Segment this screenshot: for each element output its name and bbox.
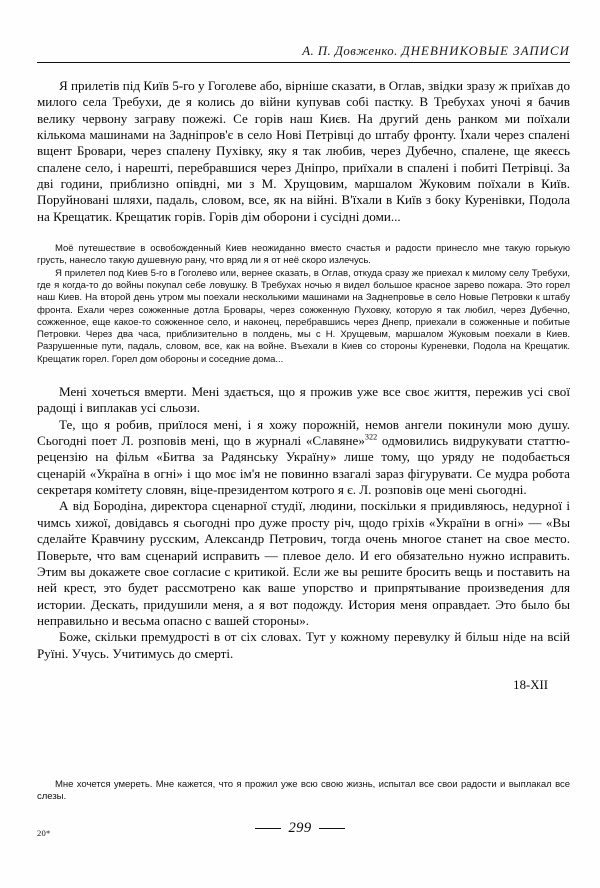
folio xyxy=(0,820,600,837)
translation-block-2 xyxy=(37,779,570,804)
paragraph-ua-2: Мені хочеться вмерти. Мені здається, що я прожив уже все своє життя, пережив усі свої радощі і виплакав усі сльози. xyxy=(37,384,570,416)
signature-mark: 20* xyxy=(37,828,51,838)
page-number: 299 xyxy=(288,820,312,836)
footnote-reference-322[interactable]: 322 xyxy=(364,432,378,442)
entry-date: 18-XII xyxy=(513,677,548,692)
paragraph-ru-2: Я прилетел под Киев 5-го в Гоголево или, вернее сказать, в Оглав, откуда сразу же приехал к милому селу Требухи, где я когда-то до войны покупал себе ловушку. В Требухах ночью я видел большое красное зарево пожара. Это горел наш Киев. На второй день утром мы поехали несколькими машинами на Заднепровье в село Новые Петровки к штабу фронта. Ехали через сожженные дотла Бровары, через сожженную Пуховку, которую я так любил, через Дубечно, сожженное, еще какое-то сожженное село, и наконец, перебравшись через Днепр, приехали в сожженные и побитые Петровки. Через два часа, приблизительно в полдень, мы с Н. Хрущевым, маршалом Жуковым поехали в Киев. Разрушенные пути, падаль, словом, все, как на войне. Въехали в Киев со стороны Куреневки, Подола на Крещатик. Крещатик горел. Горел дом обороны и соседние дома... xyxy=(37,267,570,365)
paragraph-ua-3-part-a: Те, що я робив, приїлося мені, і я хожу порожній, немов ангели покинули мою душу. Сьогодні поет Л. розповів мені, що в журналі «Славяне» xyxy=(37,416,570,449)
running-header xyxy=(37,44,570,63)
paragraph-ua-5: Боже, скільки премудрості в от сіх словах. Тут у кожному перевулку й більш ніде на всій Руїні. Учусь. Учитимусь до смерті. xyxy=(37,629,570,661)
running-head-author: А. П. Довженко. xyxy=(302,44,398,58)
folio-rule-right xyxy=(319,828,345,829)
spacer xyxy=(37,225,570,234)
running-head-text xyxy=(37,44,570,59)
translation-block-1 xyxy=(37,243,570,366)
text-column xyxy=(37,78,570,693)
folio-rule-left xyxy=(255,828,281,829)
paragraph-ua-3 xyxy=(37,417,570,499)
paragraph-ru-1: Моё путешествие в освобожденный Киев неожиданно вместо счастья и радости принесло мне такую горькую грусть, нанесло такую душевную рану, что вряд ли я от неё скоро излечусь. xyxy=(37,243,570,267)
header-rule xyxy=(37,62,570,63)
spacer xyxy=(37,366,570,384)
paragraph-ua-1: Я прилетів під Київ 5-го у Гоголеве або, вірніше сказати, в Оглав, звідки зразу ж приїхав до милого села Требухи, де я колись до війни купував собі пастку. В Требухах уночі я бачив велику червону заграву пожежі. Се горів наш Києв. На другий день ранком ми поїхали кількома машинами на Задніпров'є в село Нові Петрівці до штабу фронту. Їхали через спалені вщент Бровари, через спалену Пухівку, яку я так любив, через Дубечно, спалене, ще якеєсь спалене село, і нарешті, перебравшися через Дніпро, приїхали в спалені і побиті Петрівці. За дві години, приблизно опівдні, ми з М. Хрущовим, маршалом Жуковим поїхали в Київ. Поруйновані шляхи, падаль, словом, все, як на війні. В'їхали в Київ з боку Куренівки, Подола на Крещатик. Крещатик горів. Горів дім оборони і сусідні доми... xyxy=(37,78,570,224)
page-footer xyxy=(0,820,600,850)
paragraph-ua-3-part-b: одмовились видрукувати статтю-рецензію на фільм «Битва за Радянську Україну» лише тому, що уряду не подобається сценарій «Україна в огні» і що моє ім'я не повинно взагалі зараз фігурувати. Се мудра робота секретаря комітету словян, віце-президентом котрого я є. Л. розповів оце мені сьогодні. xyxy=(37,433,570,498)
paragraph-ua-4: А від Бородіна, директора сценарної студії, людини, поскільки я придивляюсь, недурної і чимсь хижої, довідавсь я сьогодні про дуже просту річ, щодо гріхів «України в огні» — «Вы сделайте Кравчину русским, Александр Петрович, тогда очень многое станет на свое место. Поверьте, что вам сценарий исправить — плевое дело. И его обязательно нужно исправить. Этим вы докажете свое согласие с критикой. Если же вы решите бросить вещь и поставить на ней крест, это будет рассмотрено как ваше упорство и припрятывание произведения для истории. Дескать, придушили меня, а я вот подожду. История меня оправдает. Это было бы неправильно и весьма опасно с вашей стороны». xyxy=(37,498,570,628)
running-head-title: ДНЕВНИКОВЫЕ ЗАПИСИ xyxy=(401,44,570,58)
paragraph-ru-3: Мне хочется умереть. Мне кажется, что я прожил уже всю свою жизнь, испытал все свои радости и выплакал все слезы. xyxy=(37,779,570,803)
